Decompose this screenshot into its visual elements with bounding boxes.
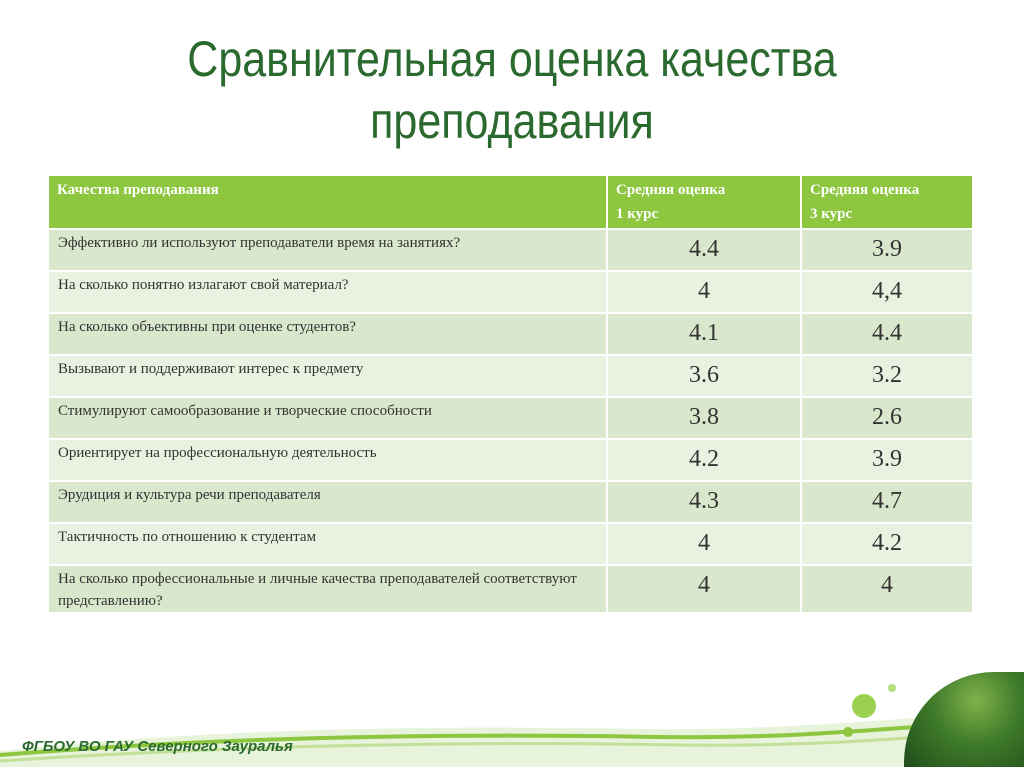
table-row <box>49 356 974 398</box>
header-qualities: Качества преподавания <box>49 176 608 230</box>
course1-score: 4 <box>608 566 802 614</box>
question-cell: Тактичность по отношению к студентам <box>49 524 608 566</box>
course3-score: 4,4 <box>802 272 974 314</box>
course3-score: 4 <box>802 566 974 614</box>
question-cell: Стимулируют самообразование и творческие способности <box>49 398 608 440</box>
comparison-table <box>49 176 974 614</box>
table-row <box>49 398 974 440</box>
course1-score: 4.1 <box>608 314 802 356</box>
question-cell: Эффективно ли используют преподаватели время на занятиях? <box>49 230 608 272</box>
table-row <box>49 230 974 272</box>
table-row <box>49 272 974 314</box>
table-row <box>49 482 974 524</box>
decorative-field-photo <box>904 672 1024 767</box>
header-course-3: Средняя оценка 3 курс <box>802 176 974 230</box>
table-row <box>49 566 974 614</box>
course3-score: 4.2 <box>802 524 974 566</box>
course1-score: 3.6 <box>608 356 802 398</box>
header-course-1: Средняя оценка 1 курс <box>608 176 802 230</box>
course3-score: 3.9 <box>802 230 974 272</box>
decorative-circles <box>840 680 910 740</box>
course1-score: 4.4 <box>608 230 802 272</box>
course3-score: 3.2 <box>802 356 974 398</box>
table-row <box>49 524 974 566</box>
table-row <box>49 440 974 482</box>
course1-score: 4 <box>608 272 802 314</box>
slide-title: Сравнительная оценка качества преподавания <box>187 31 837 149</box>
footer-organization: ФГБОУ ВО ГАУ Северного Зауралья <box>22 738 293 755</box>
course3-score: 4.4 <box>802 314 974 356</box>
table-row <box>49 314 974 356</box>
question-cell: Ориентирует на профессиональную деятельность <box>49 440 608 482</box>
question-cell: На сколько объективны при оценке студентов? <box>49 314 608 356</box>
course3-score: 2.6 <box>802 398 974 440</box>
course3-score: 3.9 <box>802 440 974 482</box>
table-header-row <box>49 176 974 230</box>
question-cell: На сколько профессиональные и личные качества преподавателей соответствуют представлению? <box>49 566 608 614</box>
question-cell: На сколько понятно излагают свой материал? <box>49 272 608 314</box>
course3-score: 4.7 <box>802 482 974 524</box>
course1-score: 4.2 <box>608 440 802 482</box>
course1-score: 3.8 <box>608 398 802 440</box>
question-cell: Эрудиция и культура речи преподавателя <box>49 482 608 524</box>
course1-score: 4 <box>608 524 802 566</box>
course1-score: 4.3 <box>608 482 802 524</box>
question-cell: Вызывают и поддерживают интерес к предмету <box>49 356 608 398</box>
